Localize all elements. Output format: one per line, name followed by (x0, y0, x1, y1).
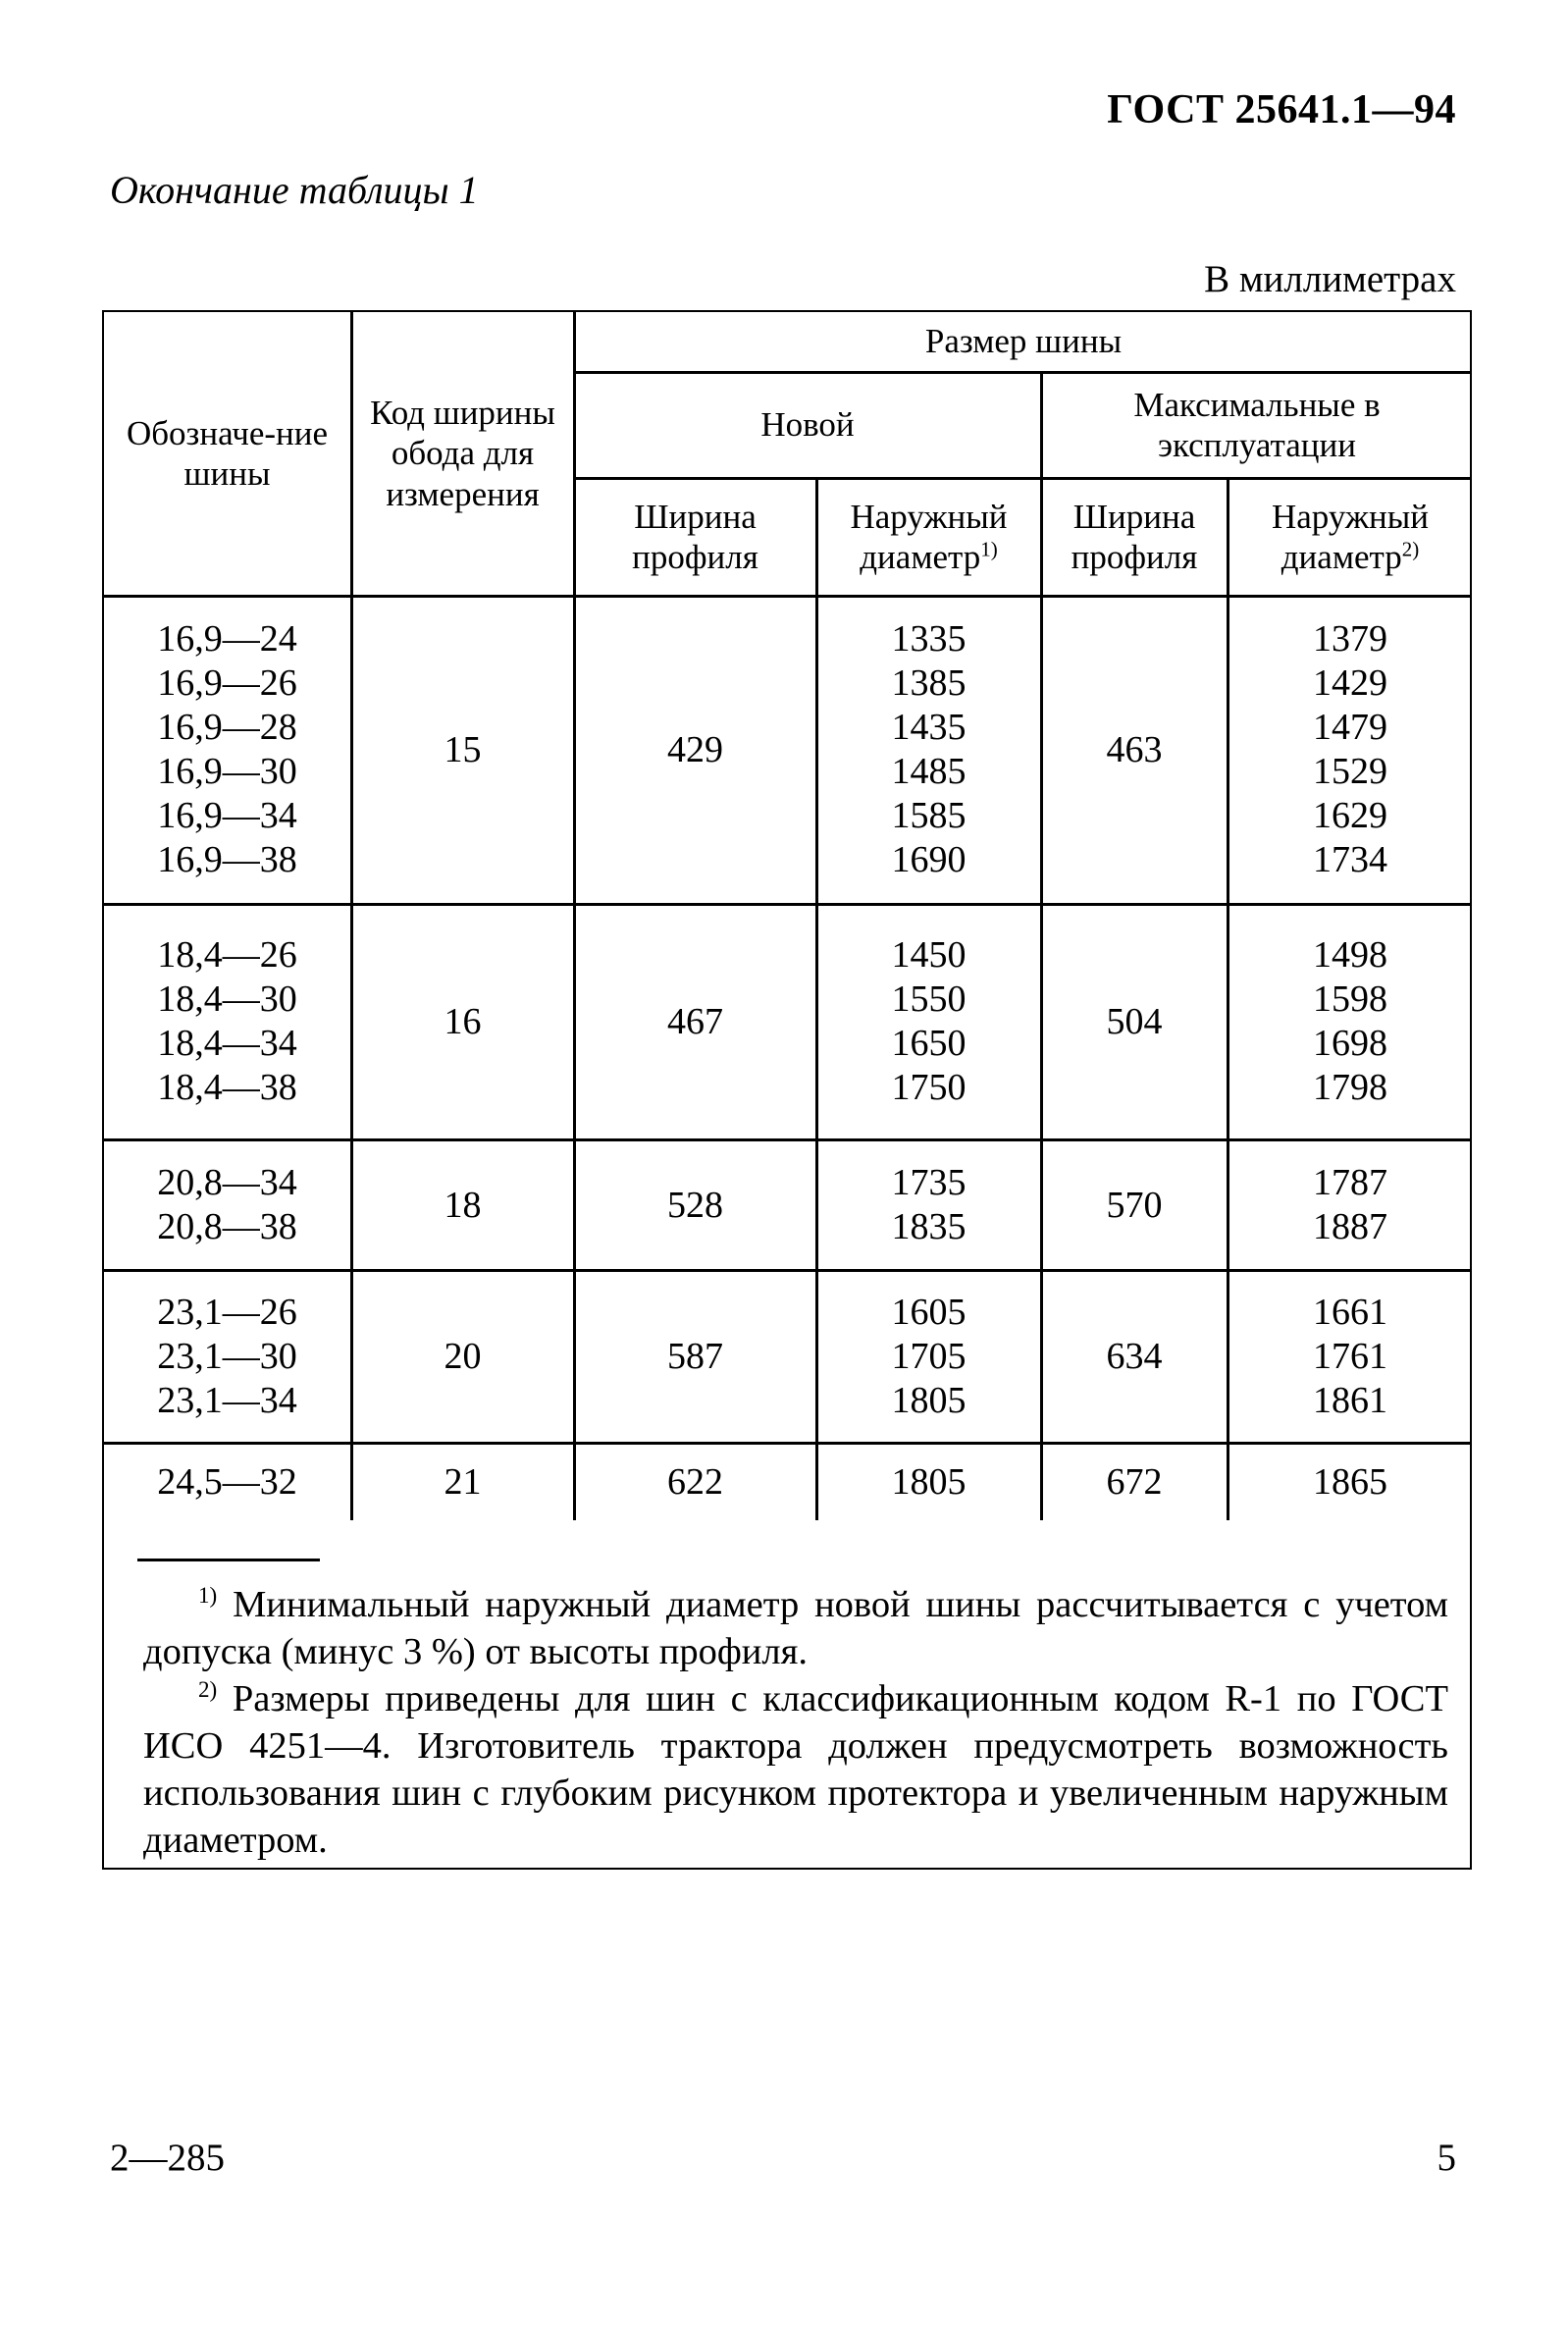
outer-diameter-max: 1661 (1313, 1291, 1387, 1333)
footnote-1 (143, 1581, 1448, 1675)
section-width-max: 570 (1106, 1184, 1163, 1226)
group-outer-diameters-max (1228, 597, 1472, 903)
outer-diameter-new: 1650 (891, 1023, 967, 1064)
continuation-title: Окончание таблицы 1 (110, 168, 479, 212)
outer-diameter-new: 1605 (891, 1291, 967, 1333)
tire-designation: 16,9—26 (157, 662, 297, 704)
outer-diameter-max: 1787 (1313, 1161, 1387, 1203)
section-width-max: 463 (1106, 729, 1163, 770)
standard-code: ГОСТ 25641.1—94 (1107, 87, 1456, 132)
section-width-new: 528 (667, 1184, 723, 1226)
outer-diameter-max: 1498 (1313, 934, 1387, 976)
footnote-ref-1: 1) (980, 537, 998, 561)
outer-diameter-new: 1550 (891, 978, 967, 1020)
tire-designation: 16,9—30 (157, 751, 297, 792)
outer-diameter-max: 1865 (1313, 1461, 1387, 1503)
section-width-max: 634 (1106, 1336, 1163, 1377)
footnote-2-text: Размеры приведены для шин с классификационным кодом R-1 по ГОСТ ИСО 4251—4. Изготовитель трактора должен предусмотреть возможность использования шин с глубоким рисунком протектора и увеличенным наружным диаметром. (143, 1678, 1448, 1861)
tire-designation: 16,9—24 (157, 618, 297, 660)
tire-designation: 20,8—34 (157, 1161, 297, 1203)
section-width-new: 622 (667, 1461, 723, 1503)
rim-code: 20 (444, 1336, 482, 1377)
outer-diameter-max: 1861 (1313, 1379, 1387, 1421)
footnote-separator (137, 1559, 320, 1561)
tire-designation: 23,1—26 (157, 1291, 297, 1333)
header-new: Новой (760, 405, 855, 445)
header-section-width-max: Ширина профиля (1071, 497, 1198, 576)
rim-code: 18 (444, 1184, 482, 1226)
tire-designation: 16,9—34 (157, 795, 297, 836)
section-width-new: 587 (667, 1336, 723, 1377)
group-outer-diameters-max (1228, 905, 1472, 1138)
header-outer-diameter-new-label: Наружный диаметр (850, 497, 1008, 576)
group-outer-diameters-new (817, 1140, 1040, 1269)
group-outer-diameters-max (1228, 1140, 1472, 1269)
header-rim-width-code: Код ширины обода для измерения (370, 394, 555, 513)
tire-designation: 24,5—32 (157, 1461, 297, 1503)
tire-designation: 16,9—28 (157, 707, 297, 748)
outer-diameter-max: 1429 (1313, 662, 1387, 704)
header-section-width-new: Ширина профиля (632, 497, 758, 576)
outer-diameter-max: 1734 (1313, 839, 1387, 880)
group-outer-diameters-max (1228, 1271, 1472, 1442)
outer-diameter-max: 1598 (1313, 978, 1387, 1020)
tire-designation: 18,4—26 (157, 934, 297, 976)
outer-diameter-new: 1485 (891, 751, 967, 792)
outer-diameter-max: 1698 (1313, 1023, 1387, 1064)
group-outer-diameters-new (817, 1271, 1040, 1442)
section-width-max: 672 (1106, 1461, 1163, 1503)
outer-diameter-max: 1761 (1313, 1335, 1387, 1377)
header-tire-size: Размер шины (924, 322, 1123, 361)
group-outer-diameters-new (817, 597, 1040, 903)
outer-diameter-new: 1690 (891, 839, 967, 880)
tire-designation: 20,8—38 (157, 1205, 297, 1247)
outer-diameter-new: 1735 (891, 1161, 967, 1203)
group-designations (104, 905, 350, 1138)
outer-diameter-new: 1450 (891, 934, 967, 976)
outer-diameter-new: 1805 (891, 1461, 967, 1503)
outer-diameter-new: 1435 (891, 707, 967, 748)
section-width-max: 504 (1106, 1001, 1163, 1042)
header-max-in-service: Максимальные в эксплуатации (1133, 385, 1381, 464)
rim-code: 16 (444, 1001, 482, 1042)
footnote-1-text: Минимальный наружный диаметр новой шины рассчитывается с учетом допуска (минус 3 %) от высоты профиля. (143, 1584, 1449, 1672)
outer-diameter-new: 1750 (891, 1067, 967, 1108)
footnote-ref-2: 2) (1401, 537, 1420, 561)
footnote-2-mark: 2) (198, 1676, 218, 1703)
tire-designation: 18,4—30 (157, 978, 297, 1020)
group-designations (104, 1271, 350, 1442)
outer-diameter-new: 1705 (891, 1335, 967, 1377)
rim-code: 15 (444, 729, 482, 770)
page-number: 5 (1437, 2137, 1456, 2179)
outer-diameter-new: 1805 (891, 1379, 967, 1421)
outer-diameter-max: 1379 (1313, 618, 1387, 660)
outer-diameter-max: 1887 (1313, 1205, 1387, 1247)
outer-diameter-new: 1385 (891, 662, 967, 704)
units-note: В миллиметрах (1204, 258, 1456, 300)
group-designations (104, 1140, 350, 1269)
footnote-2 (143, 1675, 1448, 1864)
tire-designation: 23,1—34 (157, 1379, 297, 1421)
header-tire-designation: Обозначе-ние шины (126, 413, 329, 493)
tire-designation: 18,4—38 (157, 1067, 297, 1108)
rim-code: 21 (444, 1461, 482, 1503)
document-number: 2—285 (110, 2137, 225, 2179)
outer-diameter-new: 1335 (891, 618, 967, 660)
section-width-new: 429 (667, 729, 723, 770)
header-outer-diameter-max-label: Наружный диаметр (1271, 497, 1430, 576)
tire-designation: 23,1—30 (157, 1335, 297, 1377)
outer-diameter-new: 1835 (891, 1205, 967, 1247)
outer-diameter-max: 1529 (1313, 751, 1387, 792)
tire-designation: 16,9—38 (157, 839, 297, 880)
outer-diameter-new: 1585 (891, 795, 967, 836)
outer-diameter-max: 1479 (1313, 707, 1387, 748)
outer-diameter-max: 1798 (1313, 1067, 1387, 1108)
header-outer-diameter-new (817, 479, 1040, 595)
header-outer-diameter-max (1228, 479, 1472, 595)
group-designations (104, 597, 350, 903)
tire-designation: 18,4—34 (157, 1023, 297, 1064)
section-width-new: 467 (667, 1001, 723, 1042)
group-outer-diameters-new (817, 905, 1040, 1138)
outer-diameter-max: 1629 (1313, 795, 1387, 836)
footnote-1-mark: 1) (198, 1582, 218, 1609)
